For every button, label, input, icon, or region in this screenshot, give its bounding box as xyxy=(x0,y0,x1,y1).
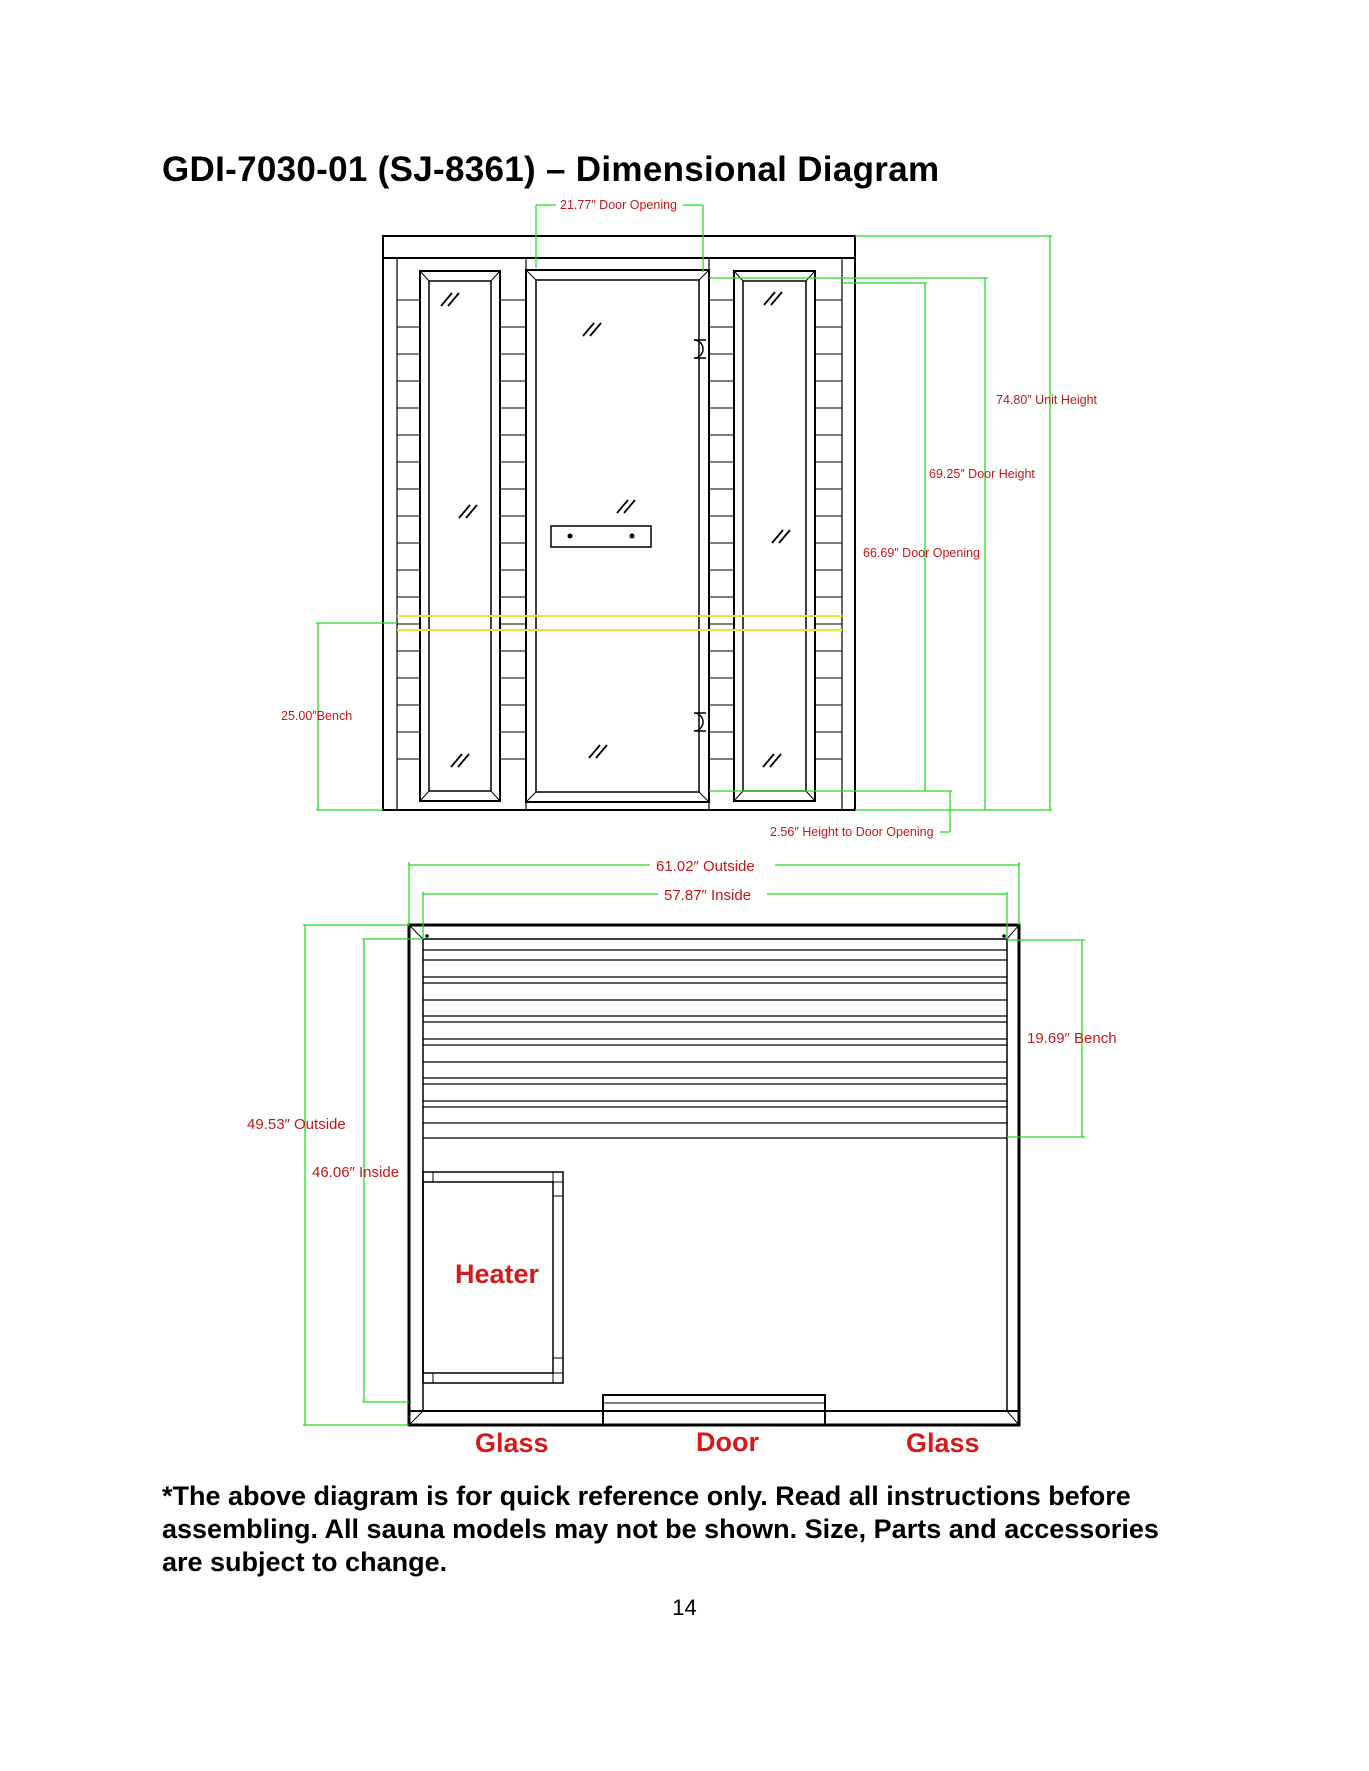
unit-height-label: 74.80″ Unit Height xyxy=(996,393,1098,407)
disclaimer-note: *The above diagram is for quick reference only. Read all instructions before assembling. All sauna models may not be shown. Size, Parts and accessories are subject to change. xyxy=(162,1481,1159,1577)
inside-depth-label: 46.06″ Inside xyxy=(312,1164,400,1181)
page-number: 14 xyxy=(672,1595,697,1620)
left-glass-panel xyxy=(420,271,500,801)
inside-width-label: 57.87″ Inside xyxy=(664,887,752,904)
door-panel xyxy=(526,270,709,802)
outside-width-label: 61.02″ Outside xyxy=(656,858,755,875)
front-view xyxy=(281,198,1098,839)
door-opening-height-label: 66.69″ Door Opening xyxy=(863,546,981,560)
bench-depth-label: 19.69″ Bench xyxy=(1027,1030,1117,1047)
bench-slats xyxy=(423,950,1007,1138)
bench-line xyxy=(397,616,842,630)
door-height-label: 69.25″ Door Height xyxy=(929,467,1035,481)
heater-label: Heater xyxy=(455,1259,540,1289)
outside-depth-label: 49.53″ Outside xyxy=(247,1116,346,1133)
door-opening-width-label: 21.77″ Door Opening xyxy=(560,198,678,212)
right-glass-label: Glass xyxy=(906,1428,980,1458)
door-label: Door xyxy=(696,1427,759,1457)
page-title: GDI-7030-01 (SJ-8361) – Dimensional Diagram xyxy=(162,150,940,189)
front-wall xyxy=(409,1395,1019,1425)
left-glass-label: Glass xyxy=(475,1428,549,1458)
top-view xyxy=(247,858,1117,1458)
height-to-door-opening-label: 2.56″ Height to Door Opening xyxy=(770,825,934,839)
right-glass-panel xyxy=(734,271,815,801)
door-handle xyxy=(551,526,651,547)
bench-height-label: 25.00″Bench xyxy=(281,709,353,723)
